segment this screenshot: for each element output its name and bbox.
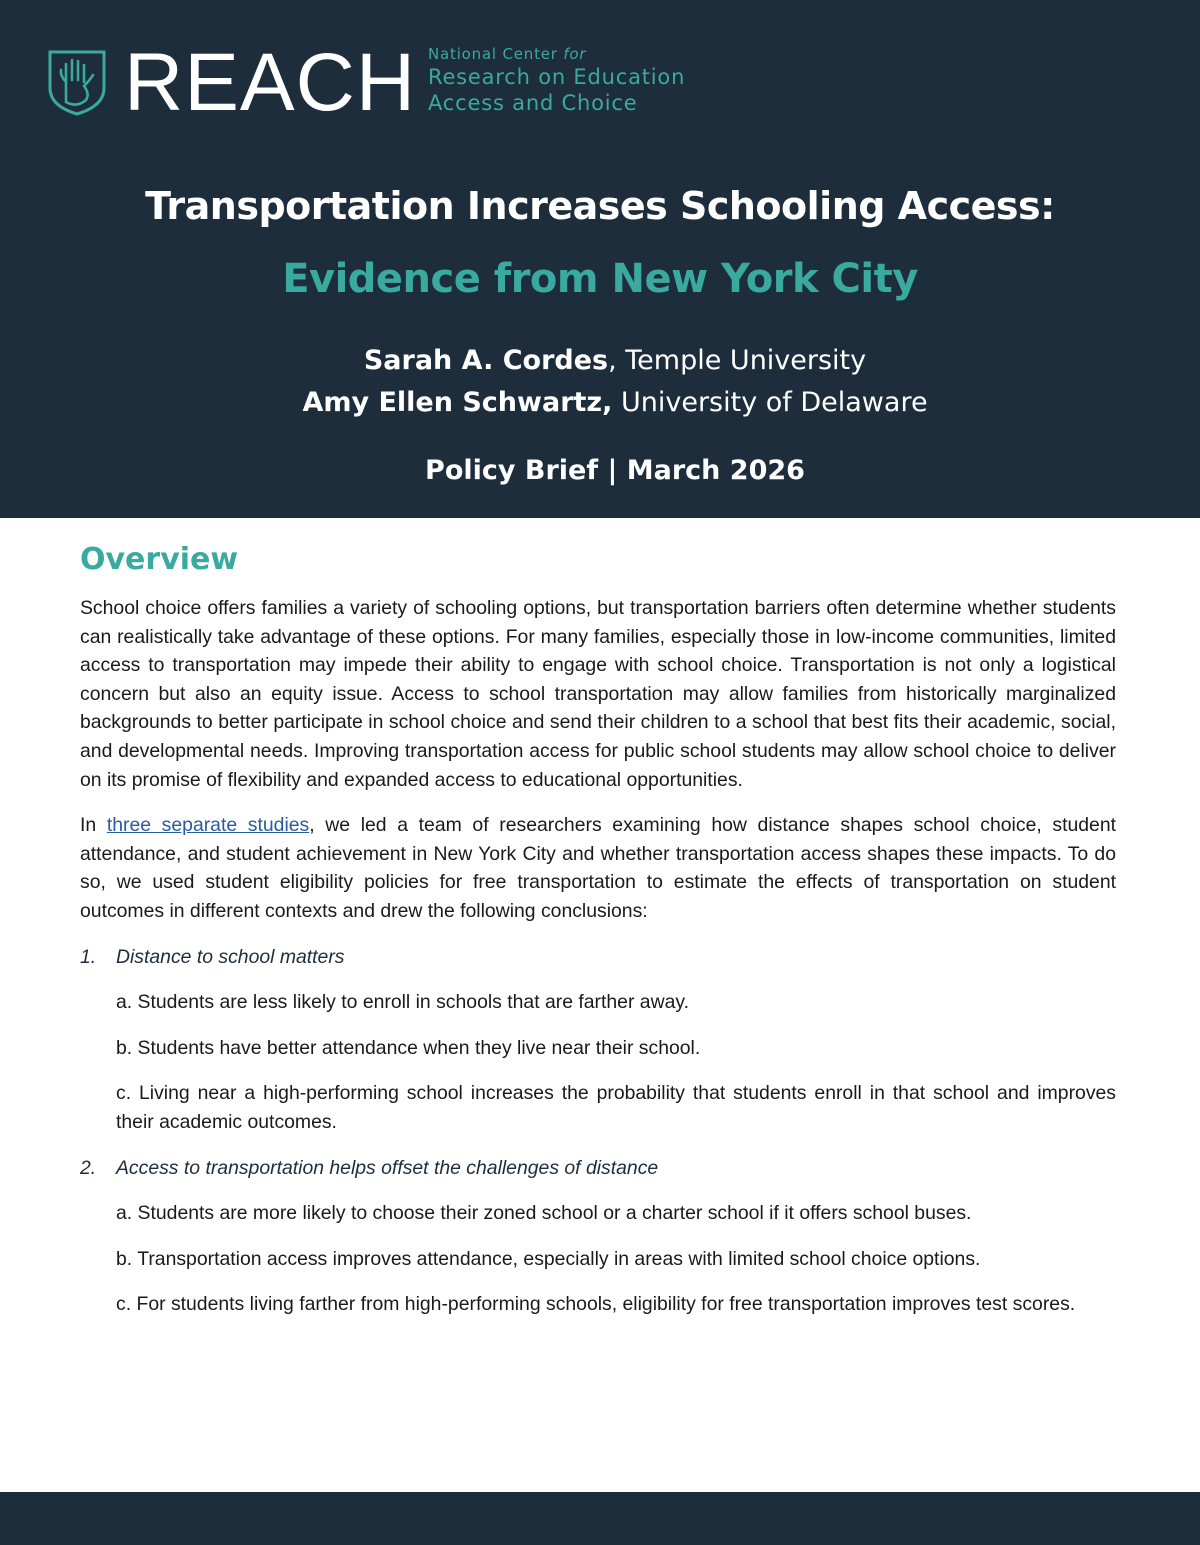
author-1-name: Sarah A. Cordes [363, 345, 609, 376]
finding-2a: a. Students are more likely to choose their zoned school or a charter school if it offers school buses. [116, 1202, 972, 1225]
main-content [80, 538, 1116, 1336]
tag-line1b: for [563, 45, 587, 63]
para2-rest: , we led a team of researchers examining how distance shapes school choice, student attendance, and student achievement in New York City and whether transportation access shapes these impacts. To do so, we used student eligibility policies for free transportation to estimate the effects of transportation on student outcomes in different contexts and drew the following conclusions: [80, 814, 1116, 922]
finding-1-number: 1. [80, 945, 97, 968]
finding-1a: a. Students are less likely to enroll in schools that are farther away. [116, 991, 690, 1014]
header-banner [0, 0, 1200, 518]
tag-line1a: National Center [428, 45, 564, 63]
para2-prefix: In [80, 814, 107, 837]
logo-wordmark: REACH [124, 37, 417, 128]
footer-bar [0, 1492, 1200, 1545]
tag-line2: Research on Education [428, 65, 686, 89]
overview-paragraph-1: School choice offers families a variety of schooling options, but transportation barriers often determine whether students can realistically take advantage of these options. For many families, especially those in low-income communities, limited access to transportation may impede their ability to engage with school choice. Transportation is not only a logistical concern but also an equity issue. Access to school transportation may allow families from historically marginalized backgrounds to better participate in school choice and send their children to a school that best fits their academic, social, and developmental needs. Improving transportation access for public school students may allow school choice to deliver on its promise of flexibility and expanded access to educational opportunities. [80, 597, 1116, 791]
three-studies-link[interactable]: three separate studies [106, 814, 310, 837]
brief-date: Policy Brief | March 2026 [425, 455, 805, 486]
finding-2-title [80, 1154, 1116, 1183]
tag-line3: Access and Choice [428, 91, 638, 115]
finding-2-number: 2. [80, 1156, 97, 1179]
author-1 [0, 345, 1200, 376]
finding-1b: b. Students have better attendance when they live near their school. [116, 1036, 701, 1059]
overview-heading: Overview [80, 542, 239, 577]
logo-tagline [428, 44, 748, 116]
finding-1c: c. Living near a high-performing school increases the probability that students enroll in that school and improves their academic outcomes. [116, 1082, 1116, 1133]
finding-1-text: Distance to school matters [116, 945, 345, 968]
title-line1: Transportation Increases Schooling Access: [145, 184, 1055, 228]
finding-2b: b. Transportation access improves attendance, especially in areas with limited school choice options. [116, 1247, 981, 1270]
author-1-affiliation: , Temple University [608, 345, 867, 376]
raised-hand-icon [46, 48, 108, 116]
finding-1-title [80, 943, 1116, 972]
author-2 [0, 387, 1200, 418]
author-2-affiliation: University of Delaware [612, 387, 928, 418]
finding-2-text: Access to transportation helps offset the challenges of distance [116, 1156, 659, 1179]
author-2-name: Amy Ellen Schwartz, [302, 387, 613, 418]
overview-paragraph-2 [80, 811, 1116, 925]
finding-2c: c. For students living farther from high-performing schools, eligibility for free transportation improves test scores. [116, 1293, 1076, 1316]
title-line2: Evidence from New York City [282, 256, 918, 302]
